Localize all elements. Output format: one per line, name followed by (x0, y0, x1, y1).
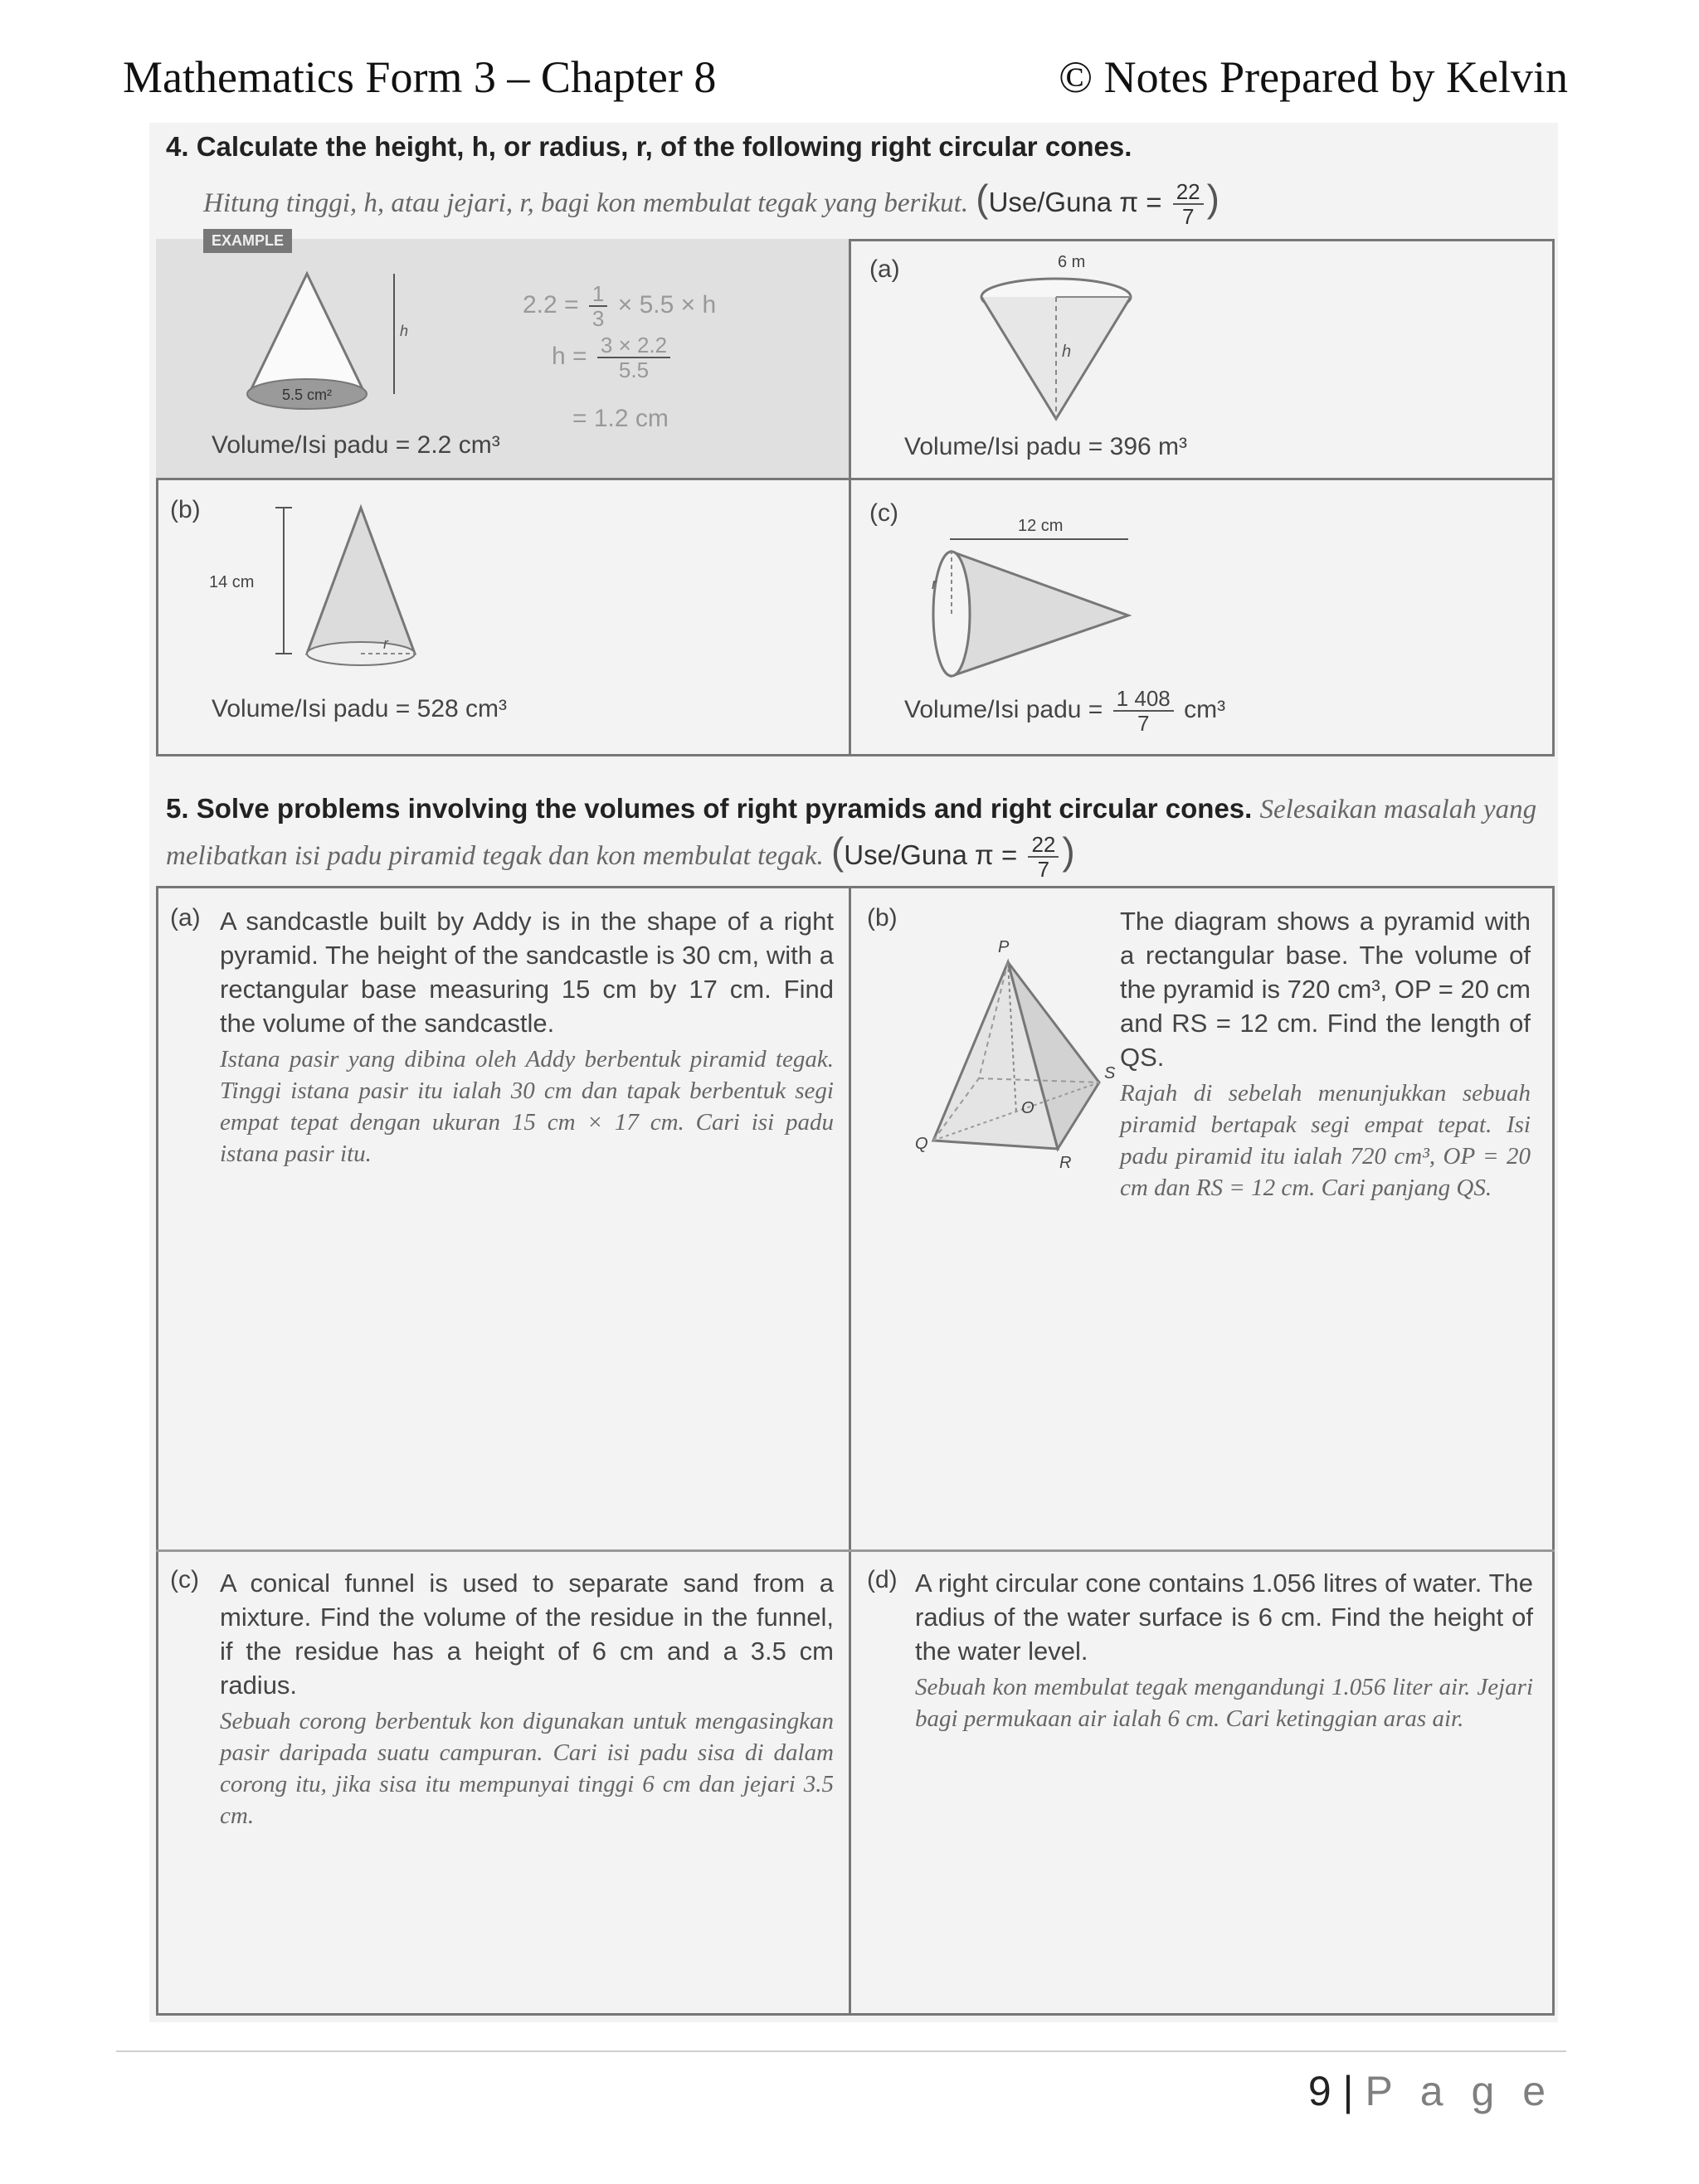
q4-use-label: Use/Guna π = (988, 187, 1162, 217)
q4b-volume: Volume/Isi padu = 528 cm³ (212, 695, 508, 722)
header-author: © Notes Prepared by Kelvin (1059, 52, 1568, 102)
q5b-vertex-p: P (998, 938, 1010, 956)
q5b-malay: Rajah di sebelah menunjukkan sebuah piramid bertapak segi empat tepat. Isi padu piramid itu ialah 720 cm³, OP = 20 cm dan RS = 12 cm. Cari panjang QS. (1120, 1080, 1531, 1201)
q5c-label: (c) (170, 1566, 199, 1593)
q4-vertical-divider (849, 239, 851, 756)
q5-number: 5. (166, 793, 189, 824)
q4c-sideways-cone-diagram (925, 506, 1157, 680)
q4a-label: (a) (869, 255, 900, 283)
q4c-top-label: 12 cm (1018, 517, 1064, 535)
q4c-cone-body (952, 552, 1128, 676)
example-cone-diagram (224, 261, 423, 427)
q5d-malay: Sebuah kon membulat tegak mengandungi 1.056 liter air. Jejari bagi permukaan air ialah 6 cm. Cari ketinggian aras air. (915, 1674, 1533, 1732)
q4a-volume: Volume/Isi padu = 396 m³ (904, 433, 1188, 460)
q4b-cone-diagram (199, 498, 465, 672)
q5d-label: (d) (867, 1566, 898, 1593)
q4b-label: (b) (170, 496, 201, 523)
example-h-label: h (400, 323, 409, 339)
footer-divider (116, 2050, 1566, 2052)
example-volume: Volume/Isi padu = 2.2 cm³ (212, 431, 500, 459)
q4a-h-label: h (1062, 343, 1072, 361)
header-title: Mathematics Form 3 – Chapter 8 (123, 52, 717, 102)
q4c-label: (c) (869, 499, 898, 527)
q4b-side-label: 14 cm (209, 573, 255, 591)
q4-heading (166, 131, 1132, 163)
q5-title: Solve problems involving the volumes of right pyramids and right circular cones. (196, 793, 1253, 824)
q4-subheading: Hitung tinggi, h, atau jejari, r, bagi kon membulat tegak yang berikut. (Use/Guna π = $\frac{22}{7}$ ) (203, 177, 1219, 230)
q5-use-label: Use/Guna π = (844, 839, 1018, 870)
q5-vertical-divider (849, 886, 851, 2016)
q5c-text: A conical funnel is used to separate sand from a mixture. Find the volume of the residue in the funnel, if the residue has a height of 6 cm and a 3.5 cm radius. (220, 1569, 834, 1700)
q5d-text: A right circular cone contains 1.056 litres of water. The radius of the water surface is 6 cm. Find the height of the water level. (915, 1569, 1533, 1666)
example-base-label: 5.5 cm² (281, 387, 333, 403)
q5a-malay: Istana pasir yang dibina oleh Addy berbentuk piramid tegak. Tinggi istana pasir itu ialah 30 cm dan tapak berbentuk segi empat tepat dengan ukuran 15 cm × 17 cm. Cari isi padu istana pasir itu. (220, 1046, 834, 1167)
q5a-problem (220, 904, 834, 1170)
q4-title: Calculate the height, h, or radius, r, of the following right circular cones. (196, 131, 1132, 162)
q4c-volume: Volume/Isi padu = $\frac{1 408}{7}$ cm³ (904, 686, 1226, 736)
q5c-malay: Sebuah corong berbentuk kon digunakan untuk mengasingkan pasir daripada suatu campuran. Cari isi padu sisa di dalam corong itu, jika sisa itu mempunyai tinggi 6 cm dan jejari 3.5 cm. (220, 1708, 834, 1829)
q5-horizontal-divider (156, 1549, 1555, 1552)
q4-number: 4. (166, 131, 189, 162)
q5-pi-fraction: $\frac{22}{7}$ (1028, 833, 1059, 881)
q4-pi-fraction: $\frac{22}{7}$ (1173, 180, 1204, 228)
page-number-value: 9 (1307, 2068, 1331, 2114)
q5b-vertex-o: O (1021, 1099, 1034, 1117)
q4-horizontal-divider (156, 478, 1555, 480)
q5d-problem (915, 1566, 1533, 1734)
example-work-line2: h = $\frac{3 \times 2.2}{5.5}$ (552, 333, 674, 382)
q4c-volume-fraction: $\frac{1 408}{7}$ (1113, 687, 1174, 735)
q5b-vertex-r: R (1059, 1154, 1072, 1172)
q5-heading: 5. Solve problems involving the volumes of right pyramids and right circular cones. Selesaikan masalah yang melibatkan isi padu piramid tegak dan kon membulat tegak. (Use/Guna π = $\frac{22}{7}$ ) (166, 793, 1537, 883)
q4a-inverted-cone-diagram (950, 249, 1166, 431)
q5c-problem (220, 1566, 834, 1831)
q5b-label: (b) (867, 904, 898, 931)
page-number (1308, 2067, 1554, 2115)
q5b-text: The diagram shows a pyramid with a rectangular base. The volume of the pyramid is 720 cm³, OP = 20 cm and RS = 12 cm. Find the length of QS. (1120, 907, 1531, 1072)
q5a-label: (a) (170, 904, 201, 931)
q5b-vertex-s: S (1104, 1064, 1116, 1082)
q4b-r-label: r (383, 635, 388, 652)
example-work-line3: = 1.2 cm (572, 405, 669, 432)
q4c-r-label: r (932, 576, 937, 592)
q5b-pyramid-diagram (900, 929, 1116, 1178)
q5b-vertex-q: Q (915, 1135, 928, 1153)
q5b-problem (1120, 904, 1531, 1204)
example-badge: EXAMPLE (203, 229, 292, 253)
q5a-text: A sandcastle built by Addy is in the shape of a right pyramid. The height of the sandcastle is 30 cm, with a rectangular base measuring 15 cm by 17 cm. Find the volume of the sandcastle. (220, 907, 834, 1038)
q4a-top-label: 6 m (1058, 253, 1086, 271)
q5-title-malay: Selesaikan masalah yang melibatkan isi padu piramid tegak dan kon membulat tegak. (166, 795, 1537, 871)
example-cone-body (249, 274, 365, 394)
page-word: P a g e (1365, 2068, 1554, 2114)
example-work-line1: 2.2 = $\frac{1}{3}$ × 5.5 × h (523, 281, 717, 331)
page-number-separator: | (1342, 2068, 1354, 2114)
q4b-cone-body (307, 508, 415, 654)
q4-title-malay: Hitung tinggi, h, atau jejari, r, bagi kon membulat tegak yang berikut. (203, 188, 969, 218)
